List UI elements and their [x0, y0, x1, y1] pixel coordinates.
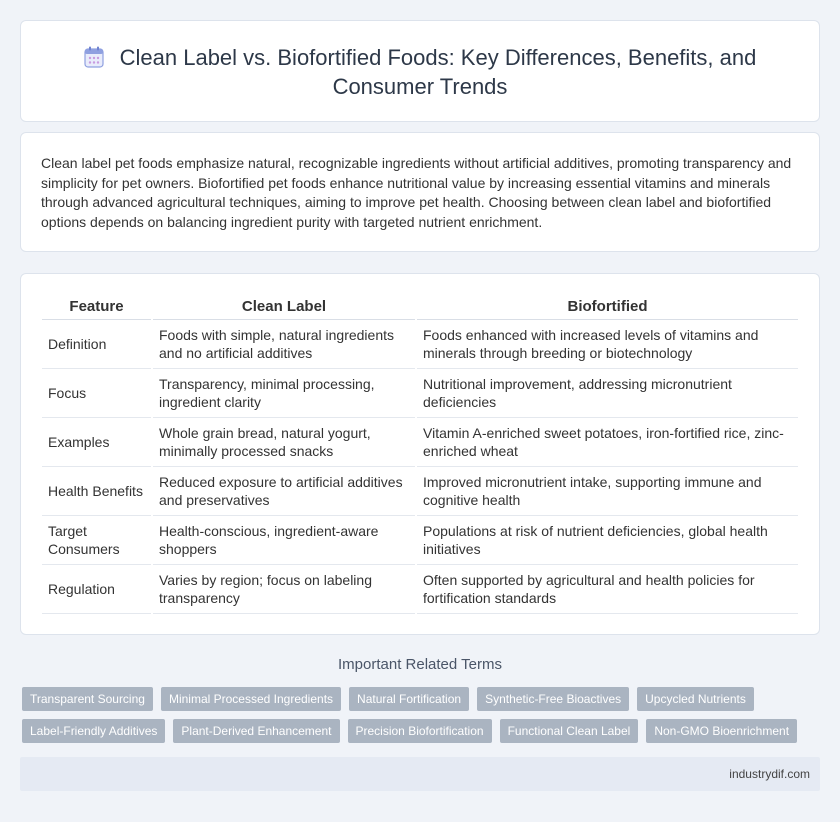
tag-label-friendly-additives[interactable]: Label-Friendly Additives	[22, 719, 165, 743]
table-header-row	[42, 295, 798, 319]
feature-cell: Examples	[42, 417, 152, 466]
page-title-text: Clean Label vs. Biofortified Foods: Key Differences, Benefits, and Consumer Trends	[119, 45, 757, 99]
feature-cell: Focus	[42, 368, 152, 417]
header-card	[20, 20, 820, 122]
clean-label-cell: Transparency, minimal processing, ingredient clarity	[152, 368, 416, 417]
biofortified-cell: Foods enhanced with increased levels of vitamins and minerals through breeding or biotechnology	[416, 319, 798, 368]
related-terms-title: Important Related Terms	[338, 656, 502, 673]
table-row	[42, 319, 798, 368]
feature-cell: Target Consumers	[42, 515, 152, 564]
feature-cell: Definition	[42, 319, 152, 368]
table-row	[42, 417, 798, 466]
intro-card	[20, 132, 820, 252]
feature-cell: Regulation	[42, 564, 152, 613]
tag-row	[22, 719, 812, 743]
related-terms	[22, 687, 812, 751]
intro-paragraph: Clean label pet foods emphasize natural, recognizable ingredients without artificial additives, promoting transparency and simplicity for pet owners. Biofortified pet foods enhance nutritional value by increasing essential vitamins and minerals through advanced agricultural techniques, aiming to improve pet health. Choosing between clean label and biofortified options depends on balancing ingredient purity with targeted nutrient enrichment.	[41, 155, 792, 230]
clean-label-cell: Foods with simple, natural ingredients and no artificial additives	[152, 319, 416, 368]
comparison-card	[20, 273, 820, 635]
clean-label-cell: Reduced exposure to artificial additives and preservatives	[152, 466, 416, 515]
clean-label-cell: Whole grain bread, natural yogurt, minimally processed snacks	[152, 417, 416, 466]
tag-row	[22, 687, 812, 711]
clean-label-cell: Health-conscious, ingredient-aware shoppers	[152, 515, 416, 564]
clean-label-cell: Varies by region; focus on labeling transparency	[152, 564, 416, 613]
tag-synthetic-free-bioactives[interactable]: Synthetic-Free Bioactives	[477, 687, 629, 711]
table-row	[42, 466, 798, 515]
tag-precision-biofortification[interactable]: Precision Biofortification	[348, 719, 492, 743]
tag-non-gmo-bioenrichment[interactable]: Non-GMO Bioenrichment	[646, 719, 797, 743]
tag-minimal-processed-ingredients[interactable]: Minimal Processed Ingredients	[161, 687, 341, 711]
biofortified-cell: Populations at risk of nutrient deficiencies, global health initiatives	[416, 515, 798, 564]
biofortified-cell: Vitamin A-enriched sweet potatoes, iron-fortified rice, zinc-enriched wheat	[416, 417, 798, 466]
biofortified-cell: Often supported by agricultural and health policies for fortification standards	[416, 564, 798, 613]
header-feature: Feature	[42, 295, 152, 319]
tag-functional-clean-label[interactable]: Functional Clean Label	[500, 719, 639, 743]
calendar-grid-icon	[84, 46, 104, 68]
footer	[20, 757, 820, 791]
biofortified-cell: Improved micronutrient intake, supporting immune and cognitive health	[416, 466, 798, 515]
biofortified-cell: Nutritional improvement, addressing micronutrient deficiencies	[416, 368, 798, 417]
tag-natural-fortification[interactable]: Natural Fortification	[349, 687, 469, 711]
page-title	[61, 43, 779, 101]
table-row	[42, 515, 798, 564]
header-clean-label: Clean Label	[152, 295, 416, 319]
header	[61, 43, 779, 101]
tag-transparent-sourcing[interactable]: Transparent Sourcing	[22, 687, 153, 711]
header-biofortified: Biofortified	[416, 295, 798, 319]
footer-site-link[interactable]: industrydif.com	[729, 767, 810, 781]
tag-upcycled-nutrients[interactable]: Upcycled Nutrients	[637, 687, 754, 711]
comparison-table	[42, 295, 798, 614]
tag-plant-derived-enhancement[interactable]: Plant-Derived Enhancement	[173, 719, 339, 743]
table-row	[42, 564, 798, 613]
feature-cell: Health Benefits	[42, 466, 152, 515]
table-row	[42, 368, 798, 417]
